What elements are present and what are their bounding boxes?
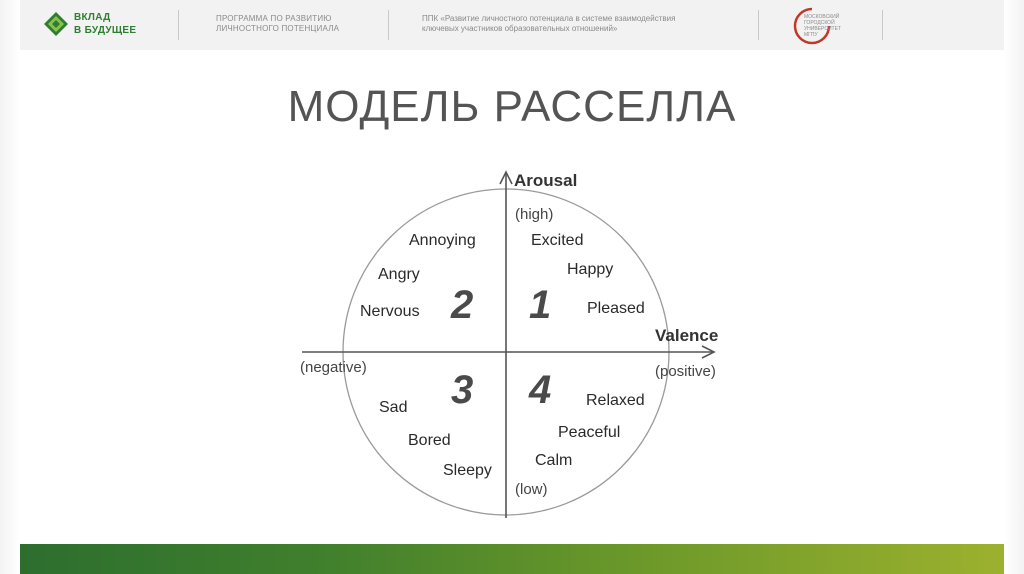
emotion-label: Calm bbox=[535, 452, 573, 469]
emotion-label: Happy bbox=[567, 261, 614, 278]
program-caption-line-2: ЛИЧНОСТНОГО ПОТЕНЦИАЛА bbox=[216, 24, 340, 33]
emotion-label: Excited bbox=[531, 232, 584, 249]
quadrant-number-1: 1 bbox=[529, 283, 552, 327]
emotion-label: Pleased bbox=[587, 300, 645, 317]
mgpu-caption-line-2: ГОРОДСКОЙ bbox=[804, 20, 835, 26]
ppk-caption-line-2: ключевых участников образовательных отношений» bbox=[422, 24, 618, 33]
quadrant-number-3: 3 bbox=[451, 368, 474, 412]
page-title: МОДЕЛЬ РАССЕЛЛА bbox=[287, 82, 737, 131]
emotion-label: Bored bbox=[408, 432, 451, 449]
quadrant-number-4: 4 bbox=[529, 368, 552, 412]
mgpu-caption-line-3: УНИВЕРСИТЕТ bbox=[804, 26, 841, 32]
valence-negative-label: (negative) bbox=[300, 359, 367, 376]
emotion-label: Sad bbox=[379, 399, 408, 416]
valence-positive-label: (positive) bbox=[655, 363, 716, 380]
emotion-label: Relaxed bbox=[586, 392, 645, 409]
quadrant-number-2: 2 bbox=[451, 283, 474, 327]
ppk-caption-line-1: ППК «Развитие личностного потенциала в системе взаимодействия bbox=[422, 14, 676, 23]
emotion-label: Nervous bbox=[360, 303, 420, 320]
emotion-label: Annoying bbox=[409, 232, 476, 249]
mgpu-caption-line-1: МОСКОВСКИЙ bbox=[804, 14, 840, 20]
mgpu-caption-line-4: МГПУ bbox=[804, 32, 818, 38]
emotion-label: Angry bbox=[378, 266, 420, 283]
valence-axis-title: Valence bbox=[655, 326, 719, 345]
logo-line-2: В БУДУЩЕЕ bbox=[74, 25, 137, 36]
emotion-label: Sleepy bbox=[443, 462, 492, 479]
logo-line-1: ВКЛАД bbox=[74, 12, 111, 23]
emotion-label: Peaceful bbox=[558, 424, 621, 441]
program-caption-line-1: ПРОГРАММА ПО РАЗВИТИЮ bbox=[216, 14, 332, 23]
arousal-axis-title: Arousal bbox=[514, 171, 578, 190]
footer-bar bbox=[20, 544, 1004, 574]
arousal-low-label: (low) bbox=[515, 481, 548, 498]
arousal-high-label: (high) bbox=[515, 206, 554, 223]
